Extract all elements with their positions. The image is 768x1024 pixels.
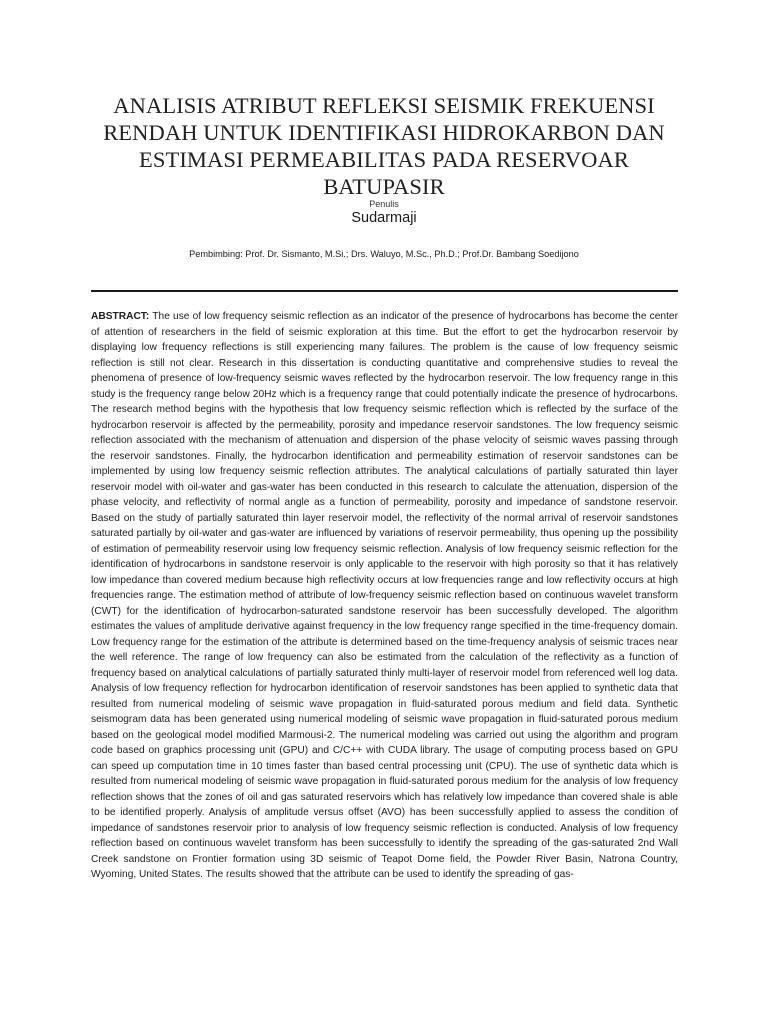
author-name: Sudarmaji	[351, 210, 417, 226]
section-divider	[91, 290, 678, 292]
title-line: ANALISIS ATRIBUT REFLEKSI SEISMIK FREKUENSI	[113, 93, 655, 118]
title-line: BATUPASIR	[323, 174, 445, 199]
title-line: RENDAH UNTUK IDENTIFIKASI HIDROKARBON DAN	[103, 120, 665, 145]
document-title	[60, 92, 708, 200]
author-label: Penulis	[369, 199, 399, 209]
title-line: ESTIMASI PERMEABILITAS PADA RESERVOAR	[139, 147, 629, 172]
supervisors-line: Pembimbing: Prof. Dr. Sismanto, M.Si.; Drs. Waluyo, M.Sc., Ph.D.; Prof.Dr. Bambang Soedijono	[189, 249, 579, 259]
abstract-body: The use of low frequency seismic reflection as an indicator of the presence of hydrocarbons has become the center of attention of researchers in the field of seismic exploration at this time. But the effort to get the hydrocarbon reservoir by displaying low frequency reflections is still experiencing many failures. The problem is the cause of low frequency seismic reflection is still not clear. Research in this dissertation is conducting quantitative and comprehensive studies to reveal the phenomena of presence of low-frequency seismic waves reflected by the hydrocarbon reservoir. The low frequency range in this study is the frequency range below 20Hz which is a frequency range that could potentially indicate the presence of hydrocarbons. The research method begins with the hypothesis that low frequency seismic reflection which is reflected by the surface of the hydrocarbon reservoir is affected by the permeability, porosity and impedance reservoir sandstones. The low frequency seismic reflection associated with the mechanism of attenuation and dispersion of the phase velocity of seismic waves passing through the reservoir sandstones. Finally, the hydrocarbon identification and permeability estimation of reservoir sandstones can be implemented by using low frequency seismic reflection attributes. The analytical calculations of partially saturated thin layer reservoir model with oil-water and gas-water has been conducted in this research to calculate the attenuation, dispersion of the phase velocity, and reflectivity of normal angle as a function of permeability, porosity and impedance of sandstone reservoir. Based on the study of partially saturated thin layer reservoir model, the reflectivity of the normal arrival of reservoir sandstones saturated partially by oil-water and gas-water are influenced by variations of reservoir permeability, thus opening up the possibility of estimation of permeability reservoir using low frequency seismic reflection. Analysis of low frequency seismic reflection for the identification of hydrocarbons in sandstone reservoir is only applicable to the reservoir with high porosity so that it has relatively low impedance than covered medium because high reflectivity occurs at low frequencies range and low reflectivity occurs at high frequencies range. The estimation method of attribute of low-frequency seismic reflection based on continuous wavelet transform (CWT) for the identification of hydrocarbon-saturated sandstone reservoir has been successfully developed. The algorithm estimates the values of amplitude derivative against frequency in the low frequency range specified in the time-frequency domain. Low frequency range for the estimation of the attribute is determined based on the time-frequency analysis of seismic traces near the well reference. The range of low frequency can also be estimated from the calculation of the reflectivity as a function of frequency based on analytical calculations of partially saturated thinly multi-layer of reservoir model from referenced well log data. Analysis of low frequency reflection for hydrocarbon identification of reservoir sandstones has been applied to synthetic data that resulted from numerical modeling of seismic wave propagation in fluid-saturated porous medium and field data. Synthetic seismogram data has been generated using numerical modeling of seismic wave propagation in fluid-saturated porous medium based on the geological model modified Marmousi-2. The numerical modeling was carried out using the algorithm and program code based on graphics processing unit (GPU) and C/C++ with CUDA library. The usage of computing process based on GPU can speed up computation time in 10 times faster than based central processing unit (CPU). The use of synthetic data which is resulted from numerical modeling of seismic wave propagation in fluid-saturated porous medium for the analysis of low frequency reflection shows that the zones of oil and gas saturated reservoirs which has relatively low impedance than covered shale is able to be identified properly. Analysis of amplitude versus offset (AVO) has been successfully applied to assess the condition of impedance of sandstones reservoir prior to analysis of low frequency seismic reflection is conducted. Analysis of low frequency reflection based on continuous wavelet transform has been successfully to identify the spreading of the gas-saturated 2nd Wall Creek sandstone on Frontier formation using 3D seismic of Teapot Dome field, the Powder River Basin, Natrona Country, Wyoming, United States. The results showed that the attribute can be used to identify the spreading of gas-	[91, 311, 678, 880]
abstract-paragraph	[91, 309, 678, 883]
abstract-label: ABSTRACT:	[91, 311, 150, 322]
